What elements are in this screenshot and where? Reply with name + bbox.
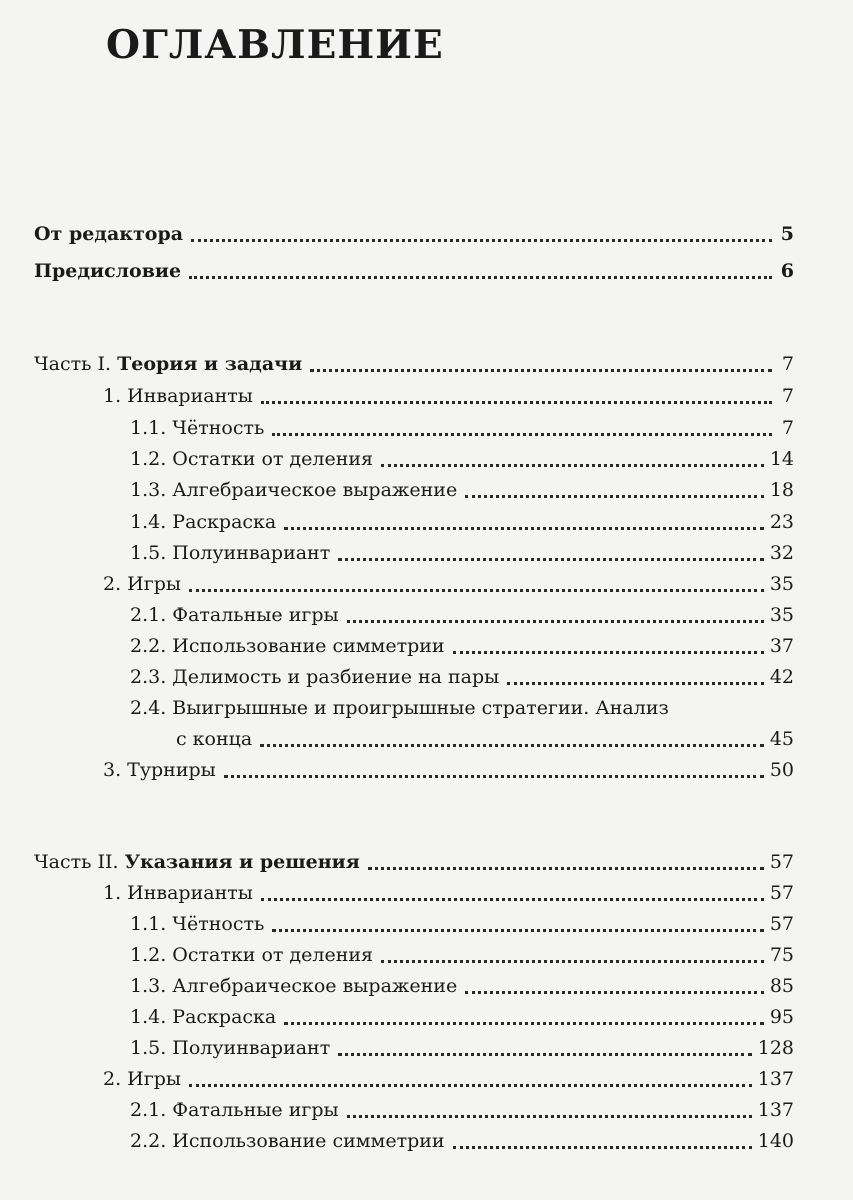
toc-entry-label: с конца [176,728,253,750]
toc-page-number: 75 [769,944,794,966]
toc-section[interactable] [130,911,794,937]
dot-leader [381,959,764,963]
dot-leader [224,774,764,778]
toc-page-number: 18 [769,479,794,501]
toc-section[interactable] [130,415,794,441]
toc-entry-label: 2.4. Выигрышные и проигрышные стратегии. Анализ [130,697,669,719]
dot-leader [261,400,772,404]
toc-page-number: 128 [757,1037,794,1059]
toc-entry-label: 1.2. Остатки от деления [130,944,374,966]
page-title: ОГЛАВЛЕНИЕ [106,22,444,68]
toc-section[interactable] [130,446,794,472]
dot-leader [272,432,772,436]
dot-leader [189,1083,752,1087]
toc-entry-label: 1.4. Раскраска [130,511,277,533]
toc-entry-label: 2.1. Фатальные игры [130,1099,339,1121]
toc-part-label: Теория и задачи [117,353,303,375]
toc-section[interactable] [130,602,794,628]
toc-entry-label: 1.5. Полуинвариант [130,542,331,564]
toc-chapter[interactable] [103,571,794,597]
dot-leader [191,238,772,242]
toc-chapter[interactable] [103,757,794,783]
toc-section[interactable] [130,973,794,999]
toc-section[interactable] [130,942,794,968]
toc-part-prefix: Часть II. [34,851,119,873]
toc-page-number: 14 [769,448,794,470]
toc-entry-label: 2. Игры [103,573,181,595]
toc-entry-label: 2.3. Делимость и разбиение на пары [130,666,500,688]
dot-leader [310,368,772,372]
toc-page-number: 85 [769,975,794,997]
toc-section[interactable] [130,509,794,535]
dot-leader [338,557,764,561]
toc-entry-label: 1.3. Алгебраическое выражение [130,479,458,501]
toc-entry-label: 3. Турниры [103,759,216,781]
toc-page-number: 42 [769,666,794,688]
toc-page-number: 45 [769,728,794,750]
toc-page-number: 5 [780,223,794,245]
toc-page-number: 37 [769,635,794,657]
toc-part-2[interactable] [34,849,794,875]
toc-entry-label: Предисловие [34,260,182,282]
dot-leader [368,866,764,870]
toc-entry-editor[interactable] [34,221,794,247]
dot-leader [465,990,764,994]
toc-section[interactable] [130,1097,794,1123]
toc-page-number: 57 [769,882,794,904]
toc-entry-label: 1.2. Остатки от деления [130,448,374,470]
dot-leader [381,463,764,467]
toc-entry-label: 1.3. Алгебраическое выражение [130,975,458,997]
toc-entry-label: 1.4. Раскраска [130,1006,277,1028]
dot-leader [261,897,764,901]
toc-entry-label: 2. Игры [103,1068,181,1090]
toc-section[interactable] [130,1128,794,1154]
toc-section[interactable] [130,1004,794,1030]
dot-leader [284,1021,764,1025]
toc-page-number: 23 [769,511,794,533]
dot-leader [453,650,764,654]
toc-section[interactable] [176,726,794,752]
toc-entry-label: 1.1. Чётность [130,913,265,935]
toc-page-number: 35 [769,573,794,595]
toc-page-number: 7 [781,417,794,439]
dot-leader [453,1145,752,1149]
toc-section[interactable] [130,477,794,503]
toc-chapter[interactable] [103,880,794,906]
toc-part-1[interactable] [34,351,794,377]
toc-part-label: Указания и решения [124,851,360,873]
toc-section[interactable] [130,540,794,566]
toc-section[interactable] [130,1035,794,1061]
dot-leader [189,588,764,592]
dot-leader [260,743,764,747]
toc-page-number: 7 [781,353,794,375]
dot-leader [347,619,764,623]
toc-section[interactable] [130,633,794,659]
toc-page-number: 57 [769,851,794,873]
toc-page-number: 140 [757,1130,794,1152]
dot-leader [338,1052,752,1056]
dot-leader [284,526,764,530]
toc-page-number: 137 [757,1099,794,1121]
toc-entry-preface[interactable] [34,258,794,284]
toc-page-number: 35 [769,604,794,626]
toc-entry-label: 2.1. Фатальные игры [130,604,339,626]
dot-leader [465,494,764,498]
toc-entry-label: 2.2. Использование симметрии [130,1130,445,1152]
dot-leader [507,681,764,685]
toc-page-number: 6 [780,260,794,282]
toc-section[interactable] [130,664,794,690]
toc-chapter[interactable] [103,1066,794,1092]
toc-entry-label: От редактора [34,223,184,245]
toc-page-number: 95 [769,1006,794,1028]
toc-entry-label: 2.2. Использование симметрии [130,635,445,657]
toc-part-prefix: Часть I. [34,353,112,375]
toc-entry-label: 1.1. Чётность [130,417,265,439]
toc-page-number: 7 [781,385,794,407]
toc-entry-label: 1.5. Полуинвариант [130,1037,331,1059]
dot-leader [347,1114,752,1118]
toc-entry-label: 1. Инварианты [103,385,253,407]
toc-page-number: 57 [769,913,794,935]
toc-chapter[interactable] [103,383,794,409]
toc-section-line1[interactable] [130,695,794,721]
toc-entry-label: 1. Инварианты [103,882,253,904]
toc-page-number: 137 [757,1068,794,1090]
dot-leader [189,275,772,279]
toc-page-number: 50 [769,759,794,781]
toc-page-number: 32 [769,542,794,564]
dot-leader [272,928,763,932]
